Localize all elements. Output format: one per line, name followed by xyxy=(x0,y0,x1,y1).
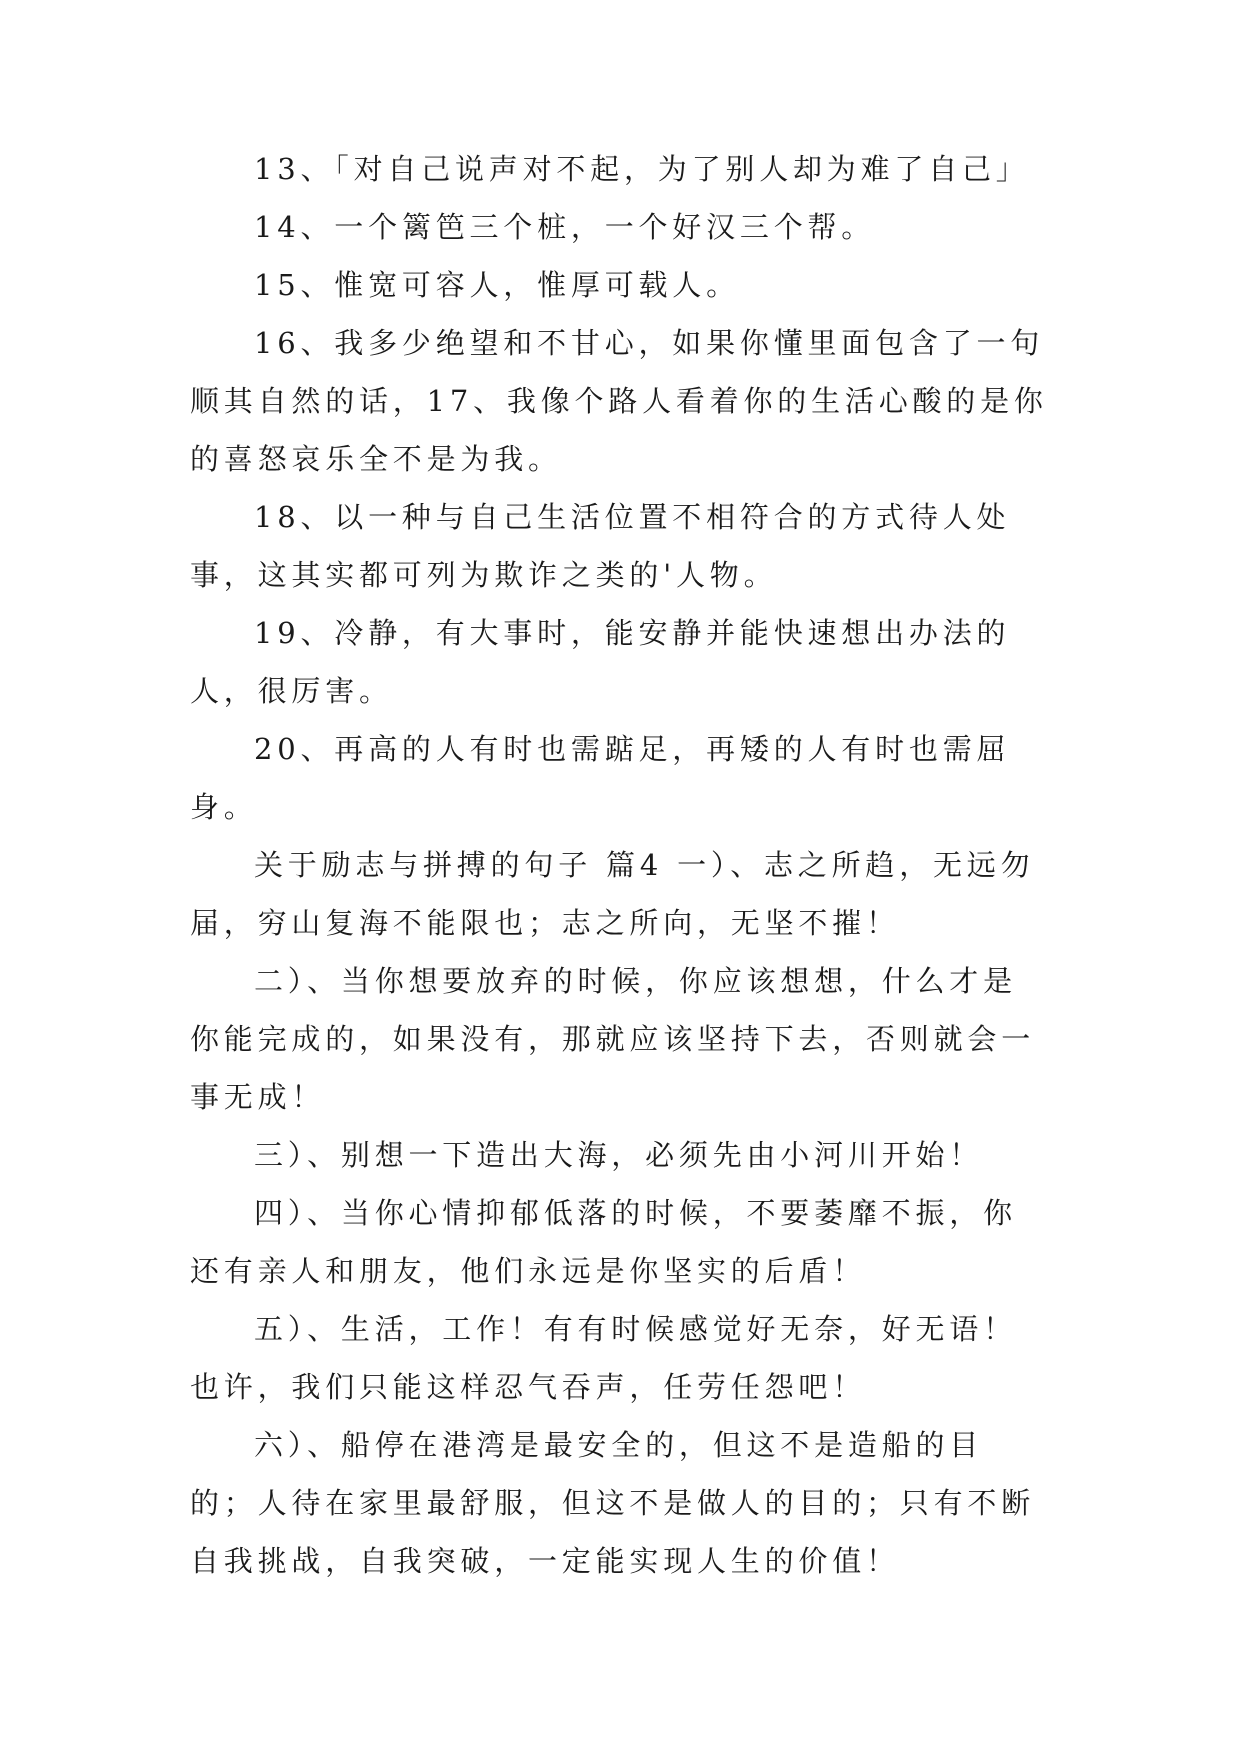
section-heading-paragraph: 关于励志与拼搏的句子 篇4 一）、志之所趋，无远勿届，穷山复海不能限也；志之所向，无坚不摧！ xyxy=(190,848,1035,940)
paragraph-13: 13、「对自己说声对不起，为了别人却为难了自己」 xyxy=(254,152,1030,186)
paragraph-2: 二）、当你想要放弃的时候，你应该想想，什么才是你能完成的，如果没有，那就应该坚持下去，否则就会一事无成！ xyxy=(190,964,1036,1114)
document-body xyxy=(190,140,1050,1590)
paragraph-20: 20、再高的人有时也需踮足，再矮的人有时也需屈身。 xyxy=(190,732,1011,824)
paragraph-6: 六）、船停在港湾是最安全的，但这不是造船的目的；人待在家里最舒服，但这不是做人的目的；只有不断自我挑战，自我突破，一定能实现人生的价值！ xyxy=(190,1428,1036,1578)
paragraph-3: 三）、别想一下造出大海，必须先由小河川开始！ xyxy=(254,1138,984,1172)
paragraph-18: 18、以一种与自己生活位置不相符合的方式待人处事，这其实都可列为欺诈之类的'人物。 xyxy=(190,500,1011,592)
paragraph-16-17: 16、我多少绝望和不甘心，如果你懂里面包含了一句顺其自然的话，17、我像个路人看着你的生活心酸的是你的喜怒哀乐全不是为我。 xyxy=(190,326,1048,476)
paragraph-4: 四）、当你心情抑郁低落的时候，不要萎靡不振，你还有亲人和朋友，他们永远是你坚实的后盾！ xyxy=(190,1196,1017,1288)
paragraph-15: 15、惟宽可容人，惟厚可载人。 xyxy=(254,268,740,302)
paragraph-19: 19、冷静，有大事时，能安静并能快速想出办法的人，很厉害。 xyxy=(190,616,1011,708)
paragraph-5: 五）、生活，工作！有有时候感觉好无奈，好无语！也许，我们只能这样忍气吞声，任劳任怨吧！ xyxy=(190,1312,1017,1404)
paragraph-14: 14、一个篱笆三个桩，一个好汉三个帮。 xyxy=(254,210,876,244)
